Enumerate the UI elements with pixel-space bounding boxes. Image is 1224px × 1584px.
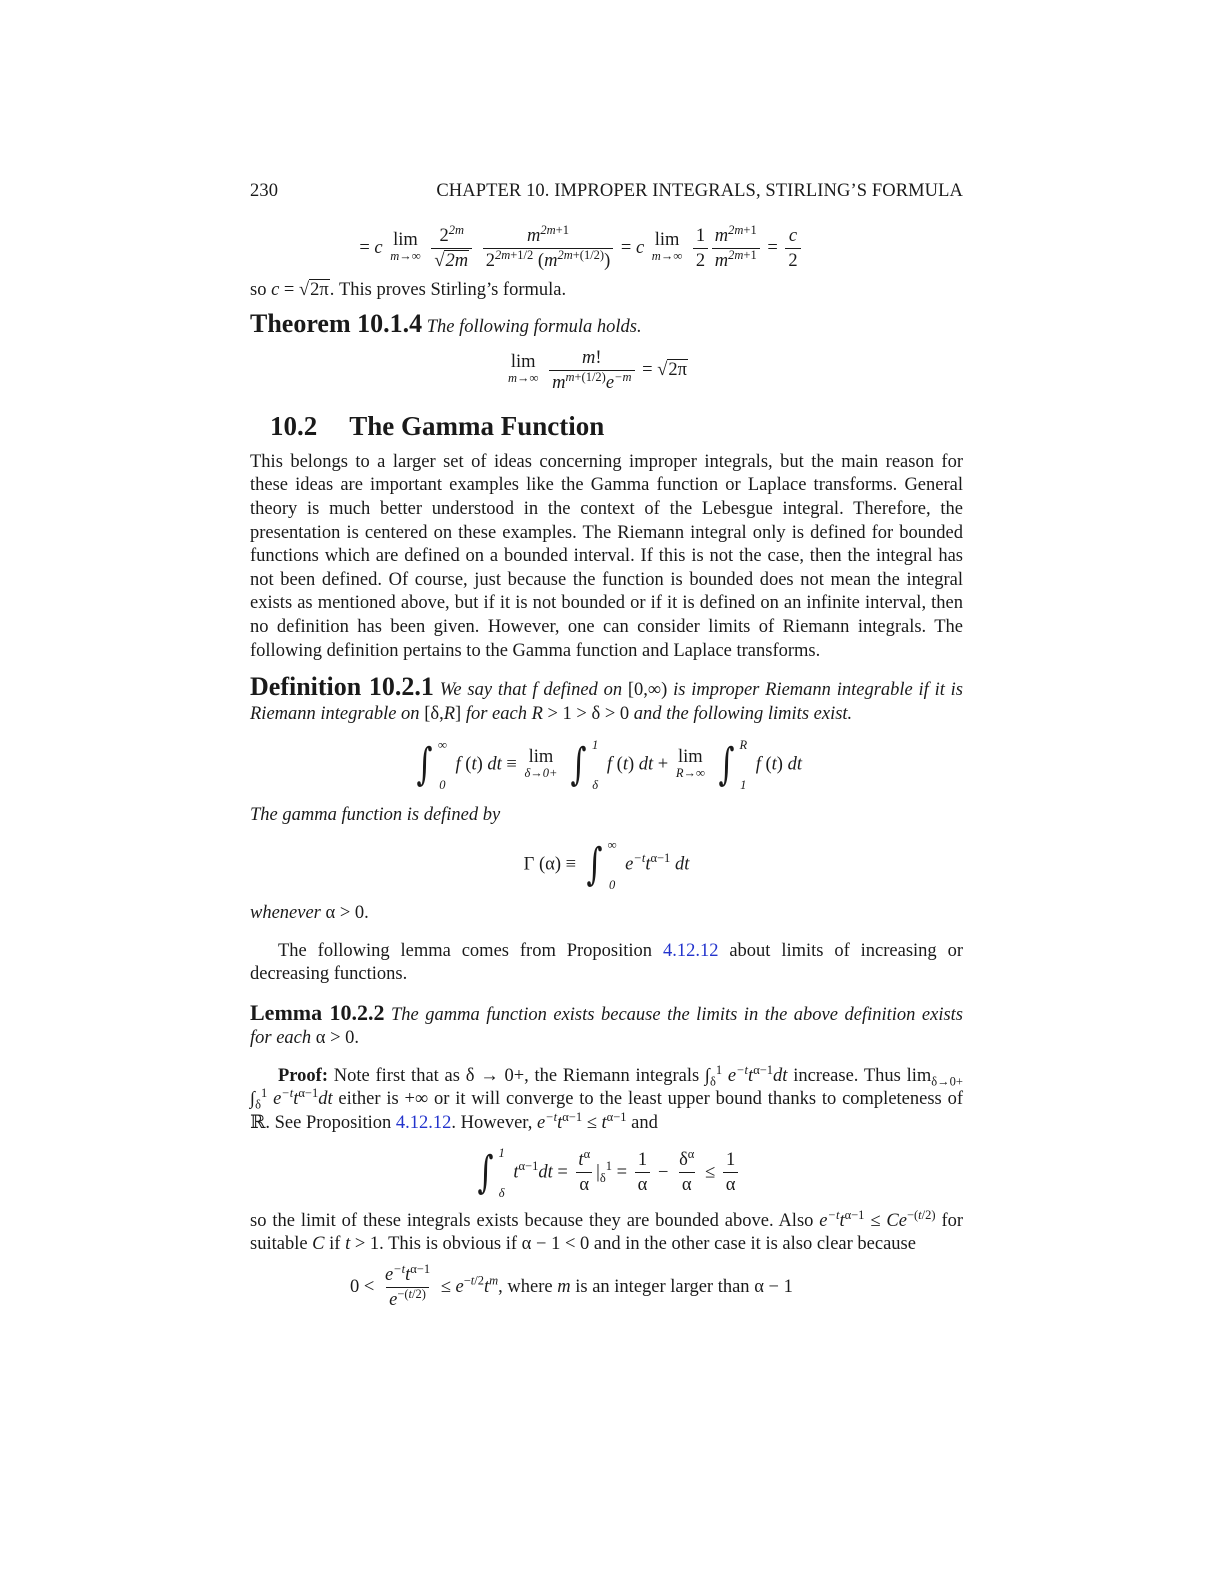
- equation-stirling-formula: lim m→∞ $\frac{m!}{m^{m+(1/2)}e^{-m}}$ = √2π: [508, 347, 687, 393]
- paragraph-lemma-intro: The following lemma comes from Proposition 4.12.12 about limits of increasing or decreasing functions.: [250, 940, 963, 985]
- equation-bound: ∫ 1 δ $t^{\alpha-1}dt$ = $\frac{t^\alpha}{\alpha}$ $|_\delta^1$ = $\frac{1}{\alpha}$ − $\frac{\delta^\alpha}{\alpha}$ ≤ $\frac{1}{\alpha}$: [250, 1146, 963, 1200]
- closing-paragraph: so the limit of these integrals exists because they are bounded above. Also $e^{-t}t^{\alpha-1} \le Ce^{-(t/2)}$ for suitable C if t > 1. This is obvious if α − 1 < 0 and in the other case it is also clear because: [250, 1207, 964, 1255]
- running-header: [250, 180, 963, 204]
- chapter-title: CHAPTER 10. IMPROPER INTEGRALS, STIRLING’S FORMULA: [436, 181, 963, 201]
- gamma-defined-text: The gamma function is defined by: [250, 805, 501, 826]
- equation-improper-integral: ∫ ∞ 0 f (t) dt ≡ lim δ→0+ ∫ 1 δ f (t) dt + lim R→∞ ∫ R 1 f (t) dt: [416, 738, 802, 793]
- section-heading: [270, 409, 963, 443]
- lemma-label: Lemma 10.2.2: [250, 999, 385, 1025]
- definition-label: Definition 10.2.1: [250, 672, 434, 702]
- lemma-10-2-2: Lemma 10.2.2 The gamma function exists because the limits in the above definition exists for each α > 0.: [250, 999, 964, 1049]
- equation-stirling-limit: = c lim m→∞ $\frac{2^{2m}}{√2m}$ $\frac{m^{2m+1}}{2^{2m+1/2} (m^{2m+(1/2)})}$ = c lim m→∞ $\frac{1}{2}$ $\frac{m^{2m+1}}{m^{2m+1}}$ = $\frac{c}{2}$: [200, 226, 963, 271]
- equation-gamma-function: Γ (α) ≡ ∫ ∞ 0 $e^{-t}t^{\alpha-1}$ dt: [523, 837, 690, 892]
- stirling-conclusion: so c = √2π. This proves Stirling’s formula.: [250, 279, 567, 300]
- gamma-condition: whenever α > 0.: [250, 902, 369, 923]
- proof-label: Proof:: [278, 1065, 328, 1086]
- theorem-label: Theorem 10.1.4: [250, 309, 423, 339]
- section-number: 10.2: [270, 410, 318, 441]
- definition-10-2-1: Definition 10.2.1 We say that f defined on [0,∞) is improper Riemann integrable if it is Riemann integrable on [δ,R] for each R > 1 > δ > 0 and the following limits exist.: [250, 672, 964, 724]
- paragraph-intro: This belongs to a larger set of ideas concerning improper integrals, but the main reason for these ideas are important examples like the Gamma function or Laplace transforms. General theory is much better understood in the context of the Lebesgue integral. Therefore, the presentation is centered on these examples. The Riemann integral only is defined for bounded functions which are defined on a bounded interval. If this is not the case, then the integral has not been defined. Of course, just because the function is bounded does not mean the integral exists as mentioned above, but if it is not bounded or if it is defined on an infinite interval, then no definition has been given. However, one can consider limits of Riemann integrals. The following definition pertains to the Gamma function and Laplace transforms.: [250, 451, 963, 661]
- page-number: 230: [250, 181, 279, 201]
- proof-paragraph: Proof: Note first that as δ → 0+, the Riemann integrals $\int_\delta^1$ $e^{-t}t^{\alpha-1}dt$ increase. Thus $\lim_{\delta\to 0+} \int_\delta^1$ $e^{-t}t^{\alpha-1}dt$ either is +∞ or it will converge to the least upper bound thanks to completeness of ℝ. See Proposition 4.12.12. However, $e^{-t}t^{\alpha-1} \le t^{\alpha-1}$ and: [250, 1062, 963, 1134]
- theorem-statement: The following formula holds.: [426, 317, 642, 338]
- section-title: The Gamma Function: [349, 410, 605, 441]
- equation-final-inequality: 0 < $\frac{e^{-t}t^{\alpha-1}}{e^{-(t/2)}}$ ≤ $e^{-t/2}t^m$, where m is an integer larger than α − 1: [350, 1261, 793, 1310]
- proposition-link[interactable]: 4.12.12: [662, 940, 719, 961]
- page: [250, 180, 963, 1310]
- proof-proposition-link[interactable]: 4.12.12: [395, 1113, 452, 1134]
- theorem-10-1-4: [250, 309, 963, 340]
